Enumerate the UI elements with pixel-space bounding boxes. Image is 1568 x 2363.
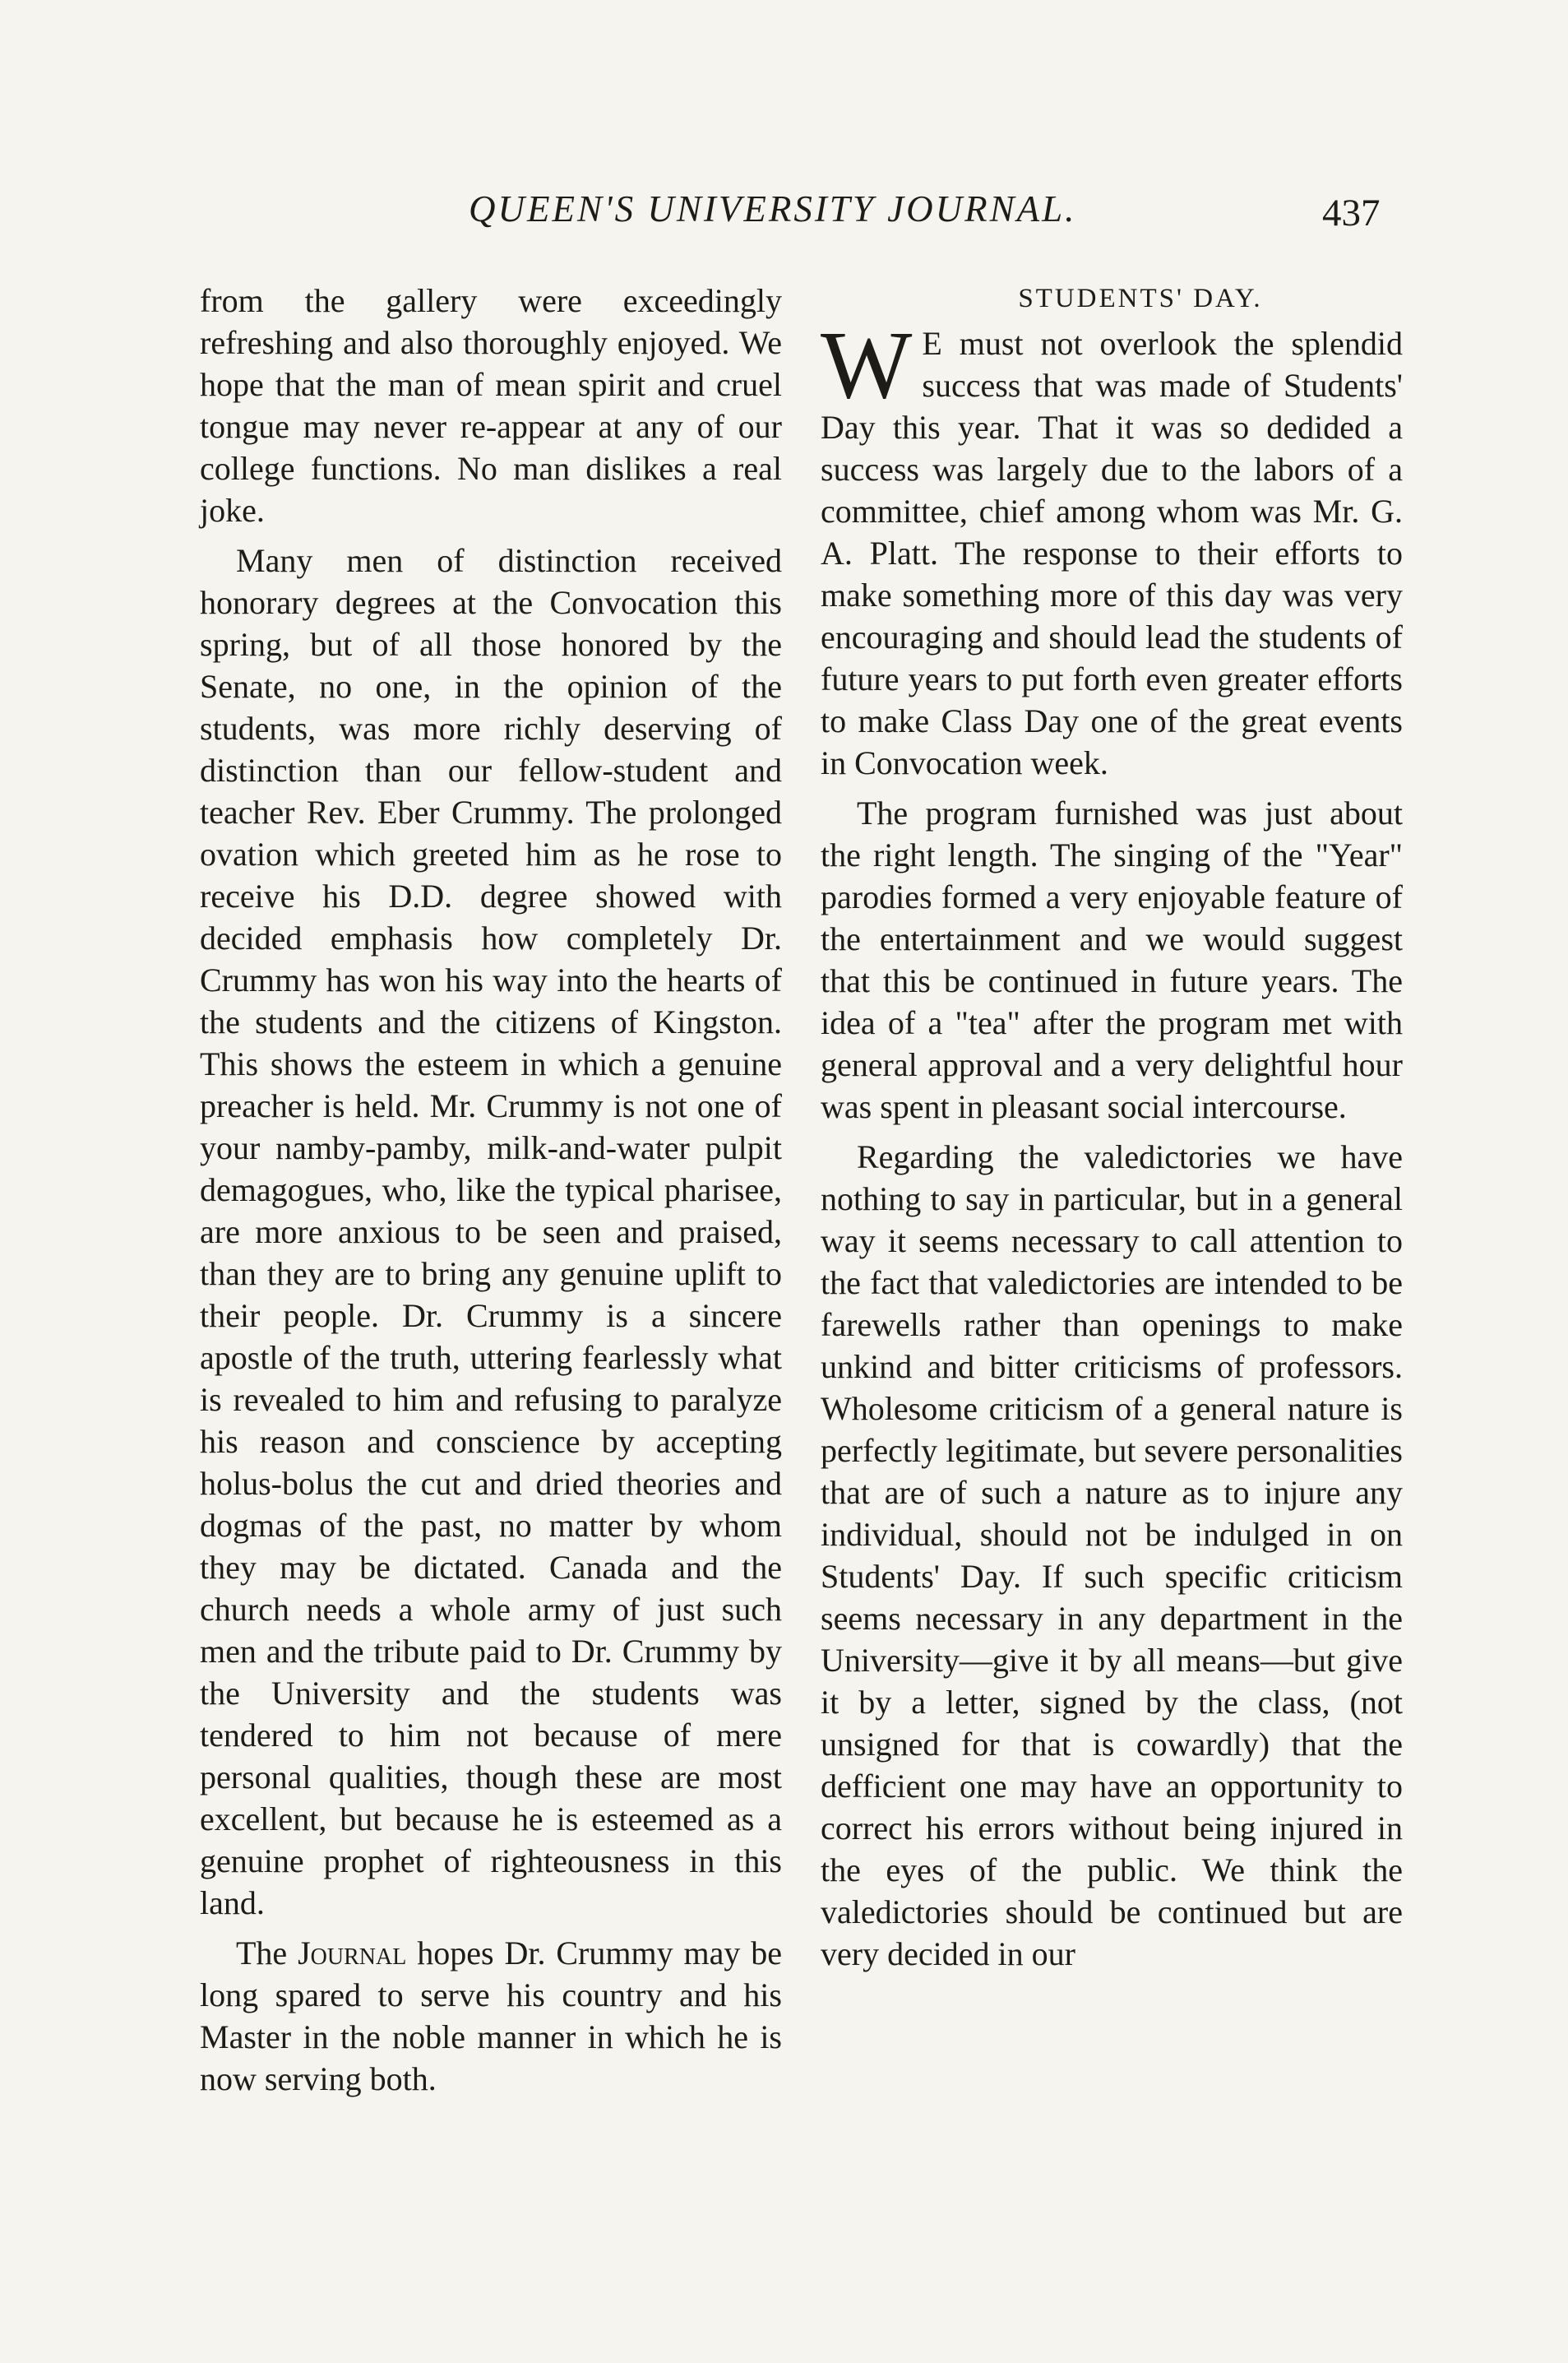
running-head: QUEEN'S UNIVERSITY JOURNAL. bbox=[469, 188, 1077, 229]
journal-paragraph-rest: hopes Dr. Crummy may be long spared to serve his country and his Master in the noble manner in which he is now serving both. bbox=[200, 1934, 783, 2097]
drop-cap: W bbox=[821, 311, 913, 419]
paragraph-crummy-degree: Many men of distinction received honorary degrees at the Convocation this spring, but of all those honored by the Senate, no one, in the opinion of the students, was more richly deserving of distinction than our fellow-student and teacher Rev. Eber Crummy. The prolonged ovation which greeted him as he rose to receive his D.D. degree showed with decided emphasis how completely Dr. Crummy has won his way into the hearts of the students and the citizens of Kingston. This shows the esteem in which a genuine preacher is held. Mr. Crummy is not one of your namby-pamby, milk-and-water pulpit demagogues, who, like the typical pharisee, are more anxious to be seen and praised, than they are to bring any genuine uplift to their people. Dr. Crummy is a sincere apostle of the truth, uttering fearlessly what is revealed to him and refusing to paralyze his reason and conscience by accepting holus-bolus the cut and dried theories and dogmas of the past, no matter by whom they may be dictated. Canada and the church needs a whole army of just such men and the tribute paid to Dr. Crummy by the University and the students was tendered to him not because of mere personal qualities, though these are most excellent, but because he is esteemed as a genuine prophet of righteousness in this land. bbox=[200, 542, 782, 1921]
paragraph-valedictories: Regarding the valedictories we have nothing to say in particular, but in a general way it seems necessary to call attention to the fact that valedictories are intended to be farewells rather than openings to make unkind and bitter criticisms of professors. Wholesome criticism of a general nature is perfectly legitimate, but severe personalities that are of such a nature as to injure any individual, should not be indulged in on Students' Day. If such specific criticism seems necessary in any department in the University—give it by all means—but give it by a letter, signed by the class, (not unsigned for that is cowardly) that the defficient one may have an opportunity to correct his errors without being injured in the eyes of the public. We think the valedictories should be continued but are very decided in our bbox=[821, 1138, 1403, 1972]
journal-lead-word: The bbox=[236, 1934, 288, 1971]
right-column bbox=[821, 280, 1403, 1975]
left-column bbox=[200, 280, 782, 2100]
intro-paragraph-rest: E must not overlook the splendid success that was made of Students' Day this year. That it was so dedided a success was largely due to the labors of a committee, chief among whom was Mr. G. A. Platt. The response to their efforts to make something more of this day was very encouraging and should lead the students of future years to put forth even greater efforts to make Class Day one of the great events in Convocation week. bbox=[821, 325, 1403, 781]
section-heading-students-day: STUDENTS' DAY. bbox=[1018, 284, 1263, 313]
paragraph-journal-hopes bbox=[200, 1932, 782, 2100]
paragraph-students-day-intro bbox=[821, 311, 1403, 784]
paragraph-program: The program furnished was just about the right length. The singing of the "Year" parodies formed a very enjoyable feature of the entertainment and we would suggest that this be continued in future years. The idea of a "tea" after the program met with general approval and a very delightful hour was spent in pleasant social intercourse. bbox=[821, 795, 1403, 1125]
paragraph-gallery-continuation: from the gallery were exceedingly refreshing and also thoroughly enjoyed. We hope that the man of mean spirit and cruel tongue may never re-appear at any of our college functions. No man dislikes a real joke. bbox=[200, 282, 782, 529]
journal-name: Journal bbox=[298, 1934, 407, 1971]
page-number: 437 bbox=[1322, 192, 1381, 234]
